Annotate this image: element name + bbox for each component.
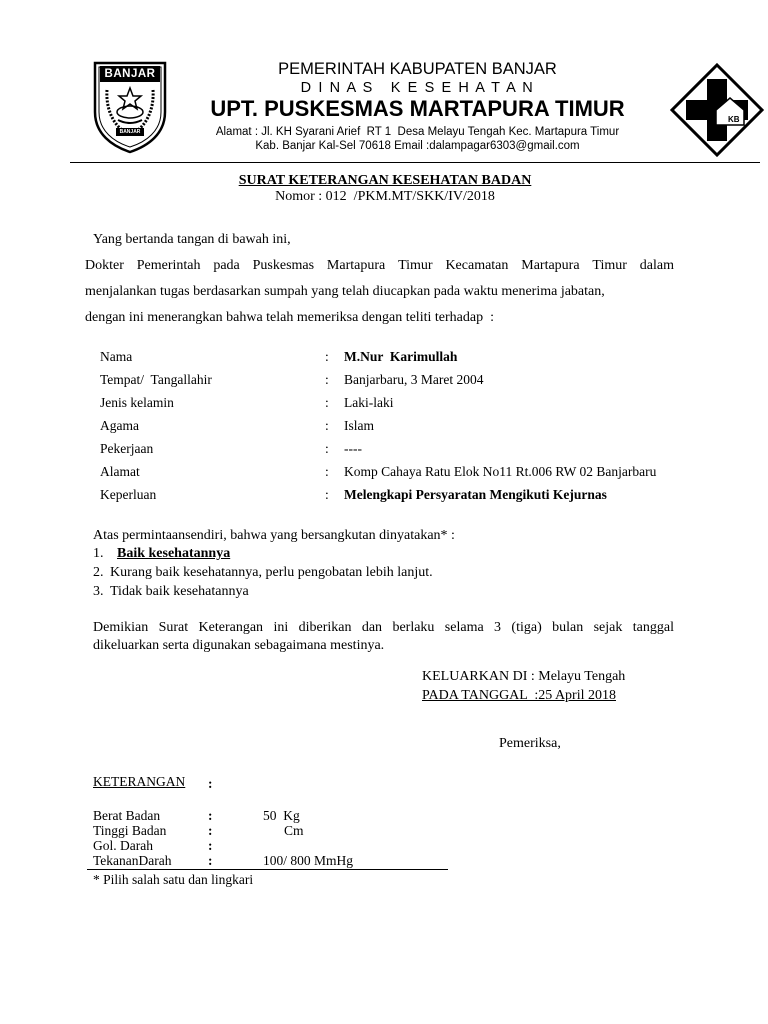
row-label: Pekerjaan bbox=[100, 441, 154, 456]
issued-place: KELUARKAN DI : Melayu Tengah bbox=[422, 669, 626, 684]
row-label: Alamat bbox=[100, 464, 140, 479]
closing-line-1 bbox=[93, 620, 674, 636]
notes-heading-colon: : bbox=[208, 776, 213, 791]
svg-text:KB: KB bbox=[728, 115, 740, 124]
word: Martapura bbox=[521, 258, 580, 273]
document-number: Nomor : 012 /PKM.MT/SKK/IV/2018 bbox=[275, 189, 495, 204]
notes-heading: KETERANGAN bbox=[93, 774, 186, 789]
option-number: 1. bbox=[93, 546, 104, 561]
word: 3 bbox=[494, 620, 502, 635]
word: ini bbox=[273, 620, 289, 635]
word: Timur bbox=[592, 258, 627, 273]
word: Kecamatan bbox=[445, 258, 509, 273]
word: dan bbox=[361, 620, 383, 635]
option-number: 2. bbox=[93, 565, 104, 580]
row-colon: : bbox=[325, 395, 329, 410]
word: dalam bbox=[639, 258, 674, 273]
row-value: Melengkapi Persyaratan Mengikuti Kejurnas bbox=[344, 487, 607, 502]
option-2 bbox=[93, 565, 433, 581]
row-colon: : bbox=[325, 349, 329, 364]
word: diberikan bbox=[298, 620, 352, 635]
word: Surat bbox=[158, 620, 189, 635]
option-3 bbox=[93, 584, 249, 600]
word: Puskesmas bbox=[252, 258, 315, 273]
note-colon: : bbox=[208, 823, 213, 838]
department-name: D I N A S K E S E H A T A N bbox=[300, 80, 535, 96]
address-line-1: Alamat : Jl. KH Syarani Arief RT 1 Desa Melayu Tengah Kec. Martapura Timur bbox=[215, 126, 620, 138]
option-number: 3. bbox=[93, 584, 104, 599]
row-colon: : bbox=[325, 372, 329, 387]
regency-emblem bbox=[92, 60, 168, 154]
option-text: Kurang baik kesehatannya, perlu pengobatan lebih lanjut. bbox=[110, 565, 433, 580]
note-colon: : bbox=[208, 838, 213, 853]
row-colon: : bbox=[325, 418, 329, 433]
row-colon: : bbox=[325, 441, 329, 456]
row-value: Islam bbox=[344, 418, 374, 433]
row-colon: : bbox=[325, 464, 329, 479]
word: Timur bbox=[398, 258, 433, 273]
address-line-2: Kab. Banjar Kal-Sel 70618 Email :dalampagar6303@gmail.com bbox=[255, 140, 580, 152]
word: Martapura bbox=[326, 258, 386, 273]
word: selama bbox=[444, 620, 484, 635]
puskesmas-logo bbox=[670, 63, 764, 157]
row-colon: : bbox=[325, 487, 329, 502]
intro-text: Yang bertanda tangan di bawah ini, bbox=[93, 232, 291, 247]
word: sejak bbox=[593, 620, 623, 635]
note-value: Cm bbox=[284, 823, 304, 838]
note-colon: : bbox=[208, 808, 213, 823]
paragraph-line-2: menjalankan tugas berdasarkan sumpah yang telah diucapkan pada waktu menerima jabatan, bbox=[85, 284, 605, 299]
note-label: Tinggi Badan bbox=[93, 823, 167, 838]
row-label: Keperluan bbox=[100, 487, 157, 502]
issued-date: PADA TANGGAL :25 April 2018 bbox=[422, 688, 616, 703]
word: berlaku bbox=[392, 620, 435, 635]
note-value: 100/ 800 MmHg bbox=[263, 853, 354, 868]
closing-line-2: dikeluarkan serta digunakan sebagaimana mestinya. bbox=[93, 638, 385, 653]
paragraph-line-3: dengan ini menerangkan bahwa telah memeriksa dengan teliti terhadap : bbox=[85, 310, 494, 325]
puskesmas-cross-icon bbox=[670, 63, 764, 157]
row-label: Tempat/ Tangallahir bbox=[100, 372, 212, 387]
footnote: * Pilih salah satu dan lingkari bbox=[93, 872, 254, 887]
paragraph-line-1 bbox=[85, 258, 674, 274]
word: pada bbox=[213, 258, 240, 273]
row-value: ---- bbox=[344, 441, 362, 456]
note-label: TekananDarah bbox=[93, 853, 172, 868]
option-text-selected: Baik kesehatannya bbox=[117, 546, 231, 561]
row-label: Nama bbox=[100, 349, 133, 364]
row-value: M.Nur Karimullah bbox=[344, 349, 458, 364]
emblem-label: BANJAR bbox=[104, 68, 156, 80]
word: tanggal bbox=[632, 620, 674, 635]
institution-name: UPT. PUSKESMAS MARTAPURA TIMUR bbox=[210, 96, 625, 121]
document-title: SURAT KETERANGAN KESEHATAN BADAN bbox=[238, 173, 532, 188]
word: Demikian bbox=[93, 620, 149, 635]
note-label: Gol. Darah bbox=[93, 838, 153, 853]
word: (tiga) bbox=[511, 620, 542, 635]
emblem-bottom-label: BANJAR bbox=[119, 129, 141, 135]
word: Dokter bbox=[85, 258, 124, 273]
note-label: Berat Badan bbox=[93, 808, 161, 823]
word: Pemerintah bbox=[136, 258, 201, 273]
examiner-label: Pemeriksa, bbox=[499, 736, 561, 751]
option-text: Tidak baik kesehatannya bbox=[110, 584, 249, 599]
letterhead-rule bbox=[70, 162, 760, 163]
note-value: 50 Kg bbox=[263, 808, 300, 823]
word: bulan bbox=[552, 620, 584, 635]
row-value: Komp Cahaya Ratu Elok No11 Rt.006 RW 02 Banjarbaru bbox=[344, 464, 657, 479]
row-value: Banjarbaru, 3 Maret 2004 bbox=[344, 372, 484, 387]
row-label: Jenis kelamin bbox=[100, 395, 174, 410]
notes-rule bbox=[87, 869, 448, 870]
option-1 bbox=[93, 546, 230, 562]
word: Keterangan bbox=[198, 620, 264, 635]
note-colon: : bbox=[208, 853, 213, 868]
row-label: Agama bbox=[100, 418, 139, 433]
row-value: Laki-laki bbox=[344, 395, 394, 410]
government-name: PEMERINTAH KABUPATEN BANJAR bbox=[278, 60, 557, 78]
statement-text: Atas permintaansendiri, bahwa yang bersangkutan dinyatakan* : bbox=[93, 528, 455, 543]
